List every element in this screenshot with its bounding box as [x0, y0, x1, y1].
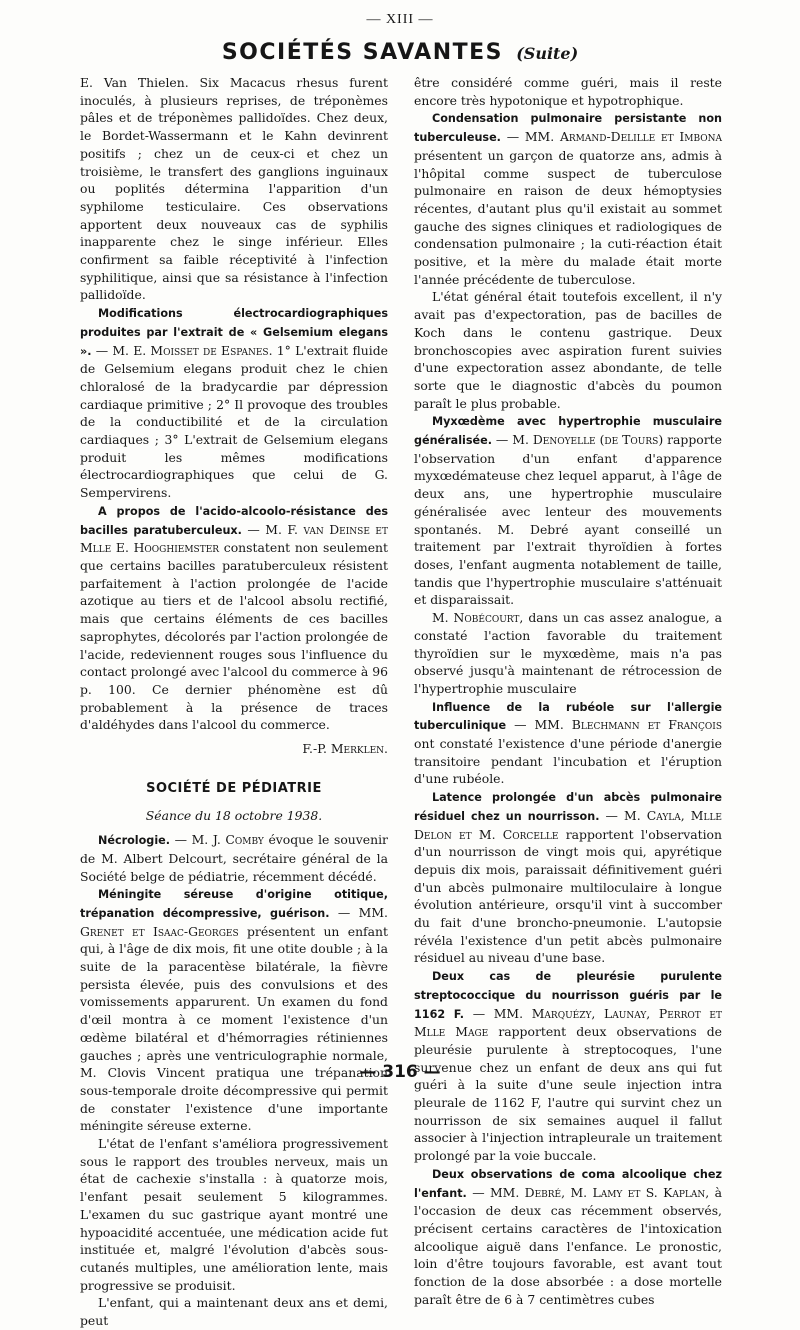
- session-date: Séance du 18 octobre 1938.: [145, 808, 323, 824]
- section-authors: — M. J. Comby: [174, 832, 264, 848]
- section-text: ont constaté l'existence d'une période d'anergie transitoire pendant l'incubation et l'éruption d'une rubéole.: [414, 736, 722, 787]
- left-column: [80, 74, 388, 1330]
- section-nobecourt: [414, 609, 722, 698]
- section-text: présentent un garçon de quatorze ans, admis à l'hôpital comme suspect de tuberculose pulmonaire en raison de deux hémoptysies récentes, d'autant plus qu'il existait au sommet gauche des signes cliniques et radiologiques de condensation pulmonaire ; la cuti-réaction était positive, et la mère du malade était morte l'année précédente de tuberculose.: [414, 147, 722, 287]
- section-meningite: [80, 885, 388, 1135]
- section-authors: — M. E. Moisset de Espanes.: [95, 342, 273, 358]
- section-heading: Influence de la rubéole sur l'allergie tuberculinique: [414, 700, 722, 733]
- title-suite: (Suite): [516, 44, 579, 63]
- section-heading: Myxœdème avec hypertrophie musculaire généralisée.: [414, 415, 722, 448]
- section-text: dans un cas assez analogue, a constaté l'action favorable du traitement thyroïdien sur le myxœdème, mais n'a pas observé jusqu'à maintenant de rétrocession de l'hypertrophie musculaire: [414, 610, 722, 696]
- section-gelsemium: [80, 304, 388, 502]
- society-title: SOCIÉTÉ DE PÉDIATRIE: [146, 780, 322, 796]
- section-authors: — M. Denoyelle (de Tours): [495, 432, 664, 448]
- section-authors: — M. Cayla, Mlle Delon et M. Corcelle: [414, 807, 722, 842]
- section-heading: Méningite séreuse d'origine otitique, trépanation décompressive, guérison.: [80, 888, 388, 920]
- section-text: 1° L'extrait fluide de Gelsemium elegans produit chez le chien chloralosé de la bradycardie par dépression cardiaque primitive ; 2° Il provoque des troubles de la conductibilité et de la circulation cardiaques ; 3° L'extrait de Gelsemium elegans produit les mêmes modifications électrocardiographiques que celui de G. Sempervirens.: [80, 342, 388, 501]
- signature: F.-P. Merklen.: [302, 741, 388, 757]
- page-title: [0, 40, 800, 65]
- section-condensation: [414, 109, 722, 288]
- section-heading: A propos de l'acido-alcoolo-résistance des bacilles paratuberculeux.: [80, 504, 388, 537]
- section-authors: — MM. Blechmann et François: [514, 717, 722, 733]
- paragraph: L'enfant, qui a maintenant deux ans et demi, peut: [80, 1295, 388, 1329]
- section-text: rapportent deux observations de pleurésie purulente à streptocoques, l'une survenue chez un enfant de deux ans qui fut guéri à la suite d'une seule injection intra pleurale de 1162 F, l'autre qui survint chez un nourrisson de six semaines auquel il fallut associer à l'injection intrapleurale un traitement prolongé par la voie buccale.: [414, 1024, 722, 1164]
- paragraph: être considéré comme guéri, mais il reste encore très hypotonique et hypotrophique.: [414, 75, 722, 108]
- section-abces: [414, 788, 722, 967]
- paragraph: L'état de l'enfant s'améliora progressivement sous le rapport des troubles nerveux, mais un état de cachexie s'installa : à quatorze mois, l'enfant pesait seulement 5 kilogrammes. L'examen du suc gastrique ayant montré une hypoacidité accentuée, une médication acide fut instituée et, malgré l'évolution d'abcès sous-cutanés multiples, une amélioration lente, mais progressive se produisit.: [80, 1136, 388, 1293]
- section-text: évoque le souvenir de M. Albert Delcourt, secrétaire général de la Société belge de pédiatrie, récemment décédé.: [80, 832, 388, 884]
- section-rubeole: [414, 698, 722, 789]
- paragraph: L'état général était toutefois excellent, il n'y avait pas d'expectoration, pas de bacilles de Koch dans le contenu gastrique. Deux bronchoscopies avec aspiration furent suivies d'une expectoration assez abondante, de telle sorte que le diagnostic d'abcès du poumon paraît le plus probable.: [414, 289, 722, 411]
- section-text: rapporte l'observation d'un enfant d'apparence myxœdémateuse chez lequel apparut, à l'âge de deux ans, une hypertrophie musculaire généralisée avec lenteur des mouvements spontanés. M. Debré ayant conseillé un traitement par l'extrait thyroïdien à fortes doses, l'enfant augmenta notablement de taille, tandis que l'hypertrophie musculaire s'atténuait et disparaissait.: [414, 432, 722, 608]
- section-authors: — MM. Debré, M. Lamy et S. Kaplan,: [472, 1184, 710, 1200]
- section-myxoedeme: [414, 412, 722, 609]
- section-coma: [414, 1165, 722, 1309]
- section-text: rapportent l'observation d'un nourrisson de vingt mois qui, apyrétique depuis dix mois, paraissait définitivement guéri d'un abcès pulmonaire multiloculaire à longue évolution antérieure, orsqu'il vint à succomber du fait d'une broncho-pneumonie. L'autopsie révéla l'existence d'un petit abcès pulmonaire résiduel au niveau d'une base.: [414, 826, 722, 966]
- section-text: présentent un enfant qui, à l'âge de dix mois, fit une otite double ; à la suite de la paracentèse bilatérale, la fièvre persista élevée, puis des convulsions et des vomissements apparurent. Un examen du fond d'œil montra à ce moment l'existence d'un œdème bilatéral et d'hémorragies rétiniennes gauches ; après une ventriculographie normale, M. Clovis Vincent pratiqua une trépanation sous-temporale droite décompressive qui permit de constater l'existence d'une importante méningite séreuse externe.: [80, 923, 388, 1134]
- section-authors: — MM. Grenet et Isaac-Georges: [80, 904, 388, 939]
- section-authors: M. Nobécourt,: [432, 610, 524, 626]
- section-heading: Deux observations de coma alcoolique chez l'enfant.: [414, 1167, 722, 1200]
- section-heading: Deux cas de pleurésie purulente streptococcique du nourrisson guéris par le 1162 F.: [414, 970, 722, 1021]
- section-heading: Condensation pulmonaire persistante non tuberculeuse.: [414, 112, 722, 145]
- page-number: — 316 —: [359, 1062, 441, 1082]
- section-heading: Latence prolongée d'un abcès pulmonaire résiduel chez un nourrisson.: [414, 791, 722, 823]
- section-text: constatent non seulement que certains bacilles paratuberculeux résistent parfaitement à l'action prolongée de l'acide azotique au tiers et de l'alcool absolu rectifié, mais que certains éléments de ces bacilles saprophytes, décolorés par l'action prolongée de l'acide, redeviennent rouges sous l'influence du contact prolongé avec l'alcool du commerce à 96 p. 100. Ce dernier phénomène est dû probablement à la présence de traces d'aldéhydes dans l'alcool du commerce.: [80, 540, 388, 733]
- title-text: SOCIÉTÉS SAVANTES: [221, 40, 504, 65]
- section-authors: — M. F. van Deinse et Mlle E. Hooghiemster: [80, 521, 388, 556]
- section-paratuberculeux: [80, 502, 388, 734]
- section-authors: — MM. Armand-Delille et Imbona: [506, 129, 722, 145]
- section-text: à l'occasion de deux cas récemment observés, précisent certains caractères de l'intoxication alcoolique aiguë dans l'enfance. Le pronostic, loin d'être toujours favorable, est avant tout fonction de la dose absorbée : a dose mortelle paraît être de 6 à 7 centimètres cubes: [414, 1184, 722, 1307]
- section-authors: — MM. Marquézy, Launay, Perrot et Mlle Mage: [414, 1005, 722, 1040]
- section-heading: Nécrologie.: [98, 834, 170, 848]
- paragraph: E. Van Thielen. Six Macacus rhesus furent inoculés, à plusieurs reprises, de tréponèmes pâles et de tréponèmes pallidoïdes. Chez deux, le Bordet-Wassermann et le Kahn devinrent positifs ; chez un de ceux-ci et chez un troisième, le transfert des ganglions inguinaux ou poplités détermina l'apparition d'un syphilome testiculaire. Ces observations apportent deux nouveaux cas de syphilis inapparente chez le singe inférieur. Elles confirment sa faible réceptivité à l'infection syphilitique, ainsi que sa résistance à l'infection pallidoïde.: [80, 75, 388, 303]
- section-necrologie: [80, 831, 388, 885]
- right-column: [414, 74, 722, 1309]
- section-heading: Modifications électrocardiographiques produites par l'extrait de « Gelsemium elegans ».: [80, 307, 388, 358]
- roman-page-number: — XIII —: [366, 12, 434, 27]
